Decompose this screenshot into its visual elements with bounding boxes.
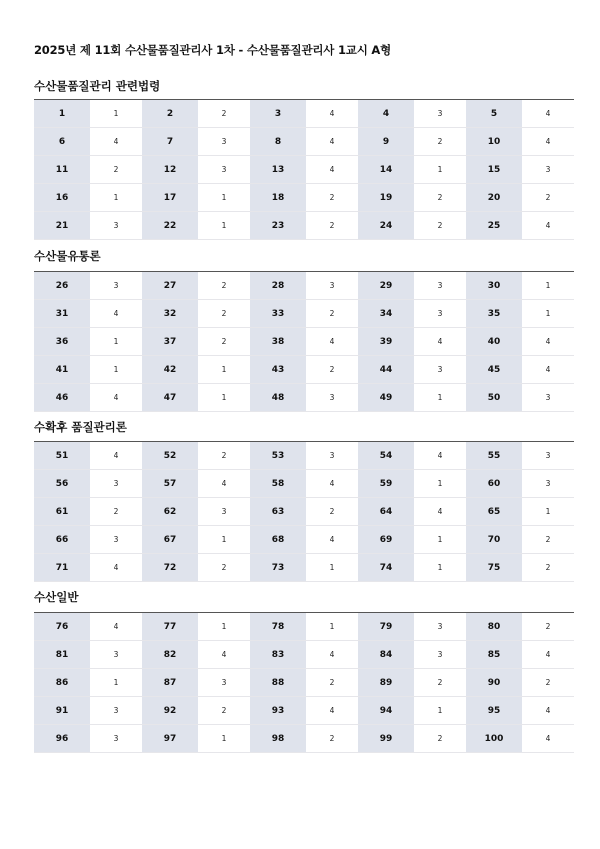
answer-value: 3	[90, 725, 142, 753]
question-number: 84	[358, 641, 414, 669]
question-number: 57	[142, 470, 198, 498]
answer-value: 2	[306, 498, 358, 526]
answer-table	[34, 441, 574, 582]
question-number: 4	[358, 100, 414, 128]
answer-value: 3	[90, 272, 142, 300]
answer-value: 1	[414, 554, 466, 582]
answer-value: 3	[522, 442, 574, 470]
answer-value: 1	[198, 356, 250, 384]
section-title: 수산물품질관리 관련법령	[34, 79, 161, 93]
question-number: 62	[142, 498, 198, 526]
table-row	[34, 641, 574, 669]
question-number: 91	[34, 697, 90, 725]
answer-value: 3	[522, 384, 574, 412]
table-row	[34, 384, 574, 412]
answer-value: 3	[198, 498, 250, 526]
question-number: 42	[142, 356, 198, 384]
answer-value: 1	[198, 725, 250, 753]
question-number: 41	[34, 356, 90, 384]
question-number: 89	[358, 669, 414, 697]
question-number: 43	[250, 356, 306, 384]
answer-table	[34, 271, 574, 412]
question-number: 52	[142, 442, 198, 470]
answer-value: 4	[90, 384, 142, 412]
question-number: 73	[250, 554, 306, 582]
question-number: 9	[358, 128, 414, 156]
question-number: 69	[358, 526, 414, 554]
table-row	[34, 328, 574, 356]
question-number: 3	[250, 100, 306, 128]
answer-value: 2	[198, 272, 250, 300]
answer-value: 1	[522, 498, 574, 526]
table-row	[34, 300, 574, 328]
answer-value: 1	[198, 384, 250, 412]
answer-value: 4	[522, 641, 574, 669]
question-number: 93	[250, 697, 306, 725]
answer-value: 2	[522, 613, 574, 641]
question-number: 71	[34, 554, 90, 582]
question-number: 46	[34, 384, 90, 412]
page-title: 2025년 제 11회 수산물품질관리사 1차 - 수산물품질관리사 1교시 A형	[34, 43, 392, 57]
question-number: 38	[250, 328, 306, 356]
answer-value: 2	[306, 356, 358, 384]
answer-value: 1	[90, 356, 142, 384]
answer-value: 3	[306, 272, 358, 300]
question-number: 68	[250, 526, 306, 554]
question-number: 16	[34, 184, 90, 212]
question-number: 87	[142, 669, 198, 697]
question-number: 95	[466, 697, 522, 725]
answer-value: 2	[414, 725, 466, 753]
table-row	[34, 128, 574, 156]
answer-value: 2	[522, 184, 574, 212]
question-number: 97	[142, 725, 198, 753]
question-number: 28	[250, 272, 306, 300]
answer-value: 4	[306, 526, 358, 554]
table-row	[34, 498, 574, 526]
answer-value: 1	[414, 470, 466, 498]
question-number: 20	[466, 184, 522, 212]
table-row	[34, 356, 574, 384]
question-number: 33	[250, 300, 306, 328]
question-number: 49	[358, 384, 414, 412]
answer-value: 4	[522, 100, 574, 128]
question-number: 39	[358, 328, 414, 356]
table-row	[34, 526, 574, 554]
answer-value: 2	[306, 184, 358, 212]
question-number: 82	[142, 641, 198, 669]
answer-table	[34, 99, 574, 240]
answer-value: 2	[90, 156, 142, 184]
answer-value: 3	[522, 156, 574, 184]
answer-value: 3	[198, 669, 250, 697]
answer-value: 1	[90, 669, 142, 697]
answer-value: 2	[522, 669, 574, 697]
question-number: 96	[34, 725, 90, 753]
question-number: 85	[466, 641, 522, 669]
answer-value: 4	[522, 212, 574, 240]
answer-value: 4	[306, 100, 358, 128]
answer-value: 4	[90, 554, 142, 582]
question-number: 45	[466, 356, 522, 384]
question-number: 29	[358, 272, 414, 300]
question-number: 74	[358, 554, 414, 582]
answer-value: 4	[414, 498, 466, 526]
question-number: 98	[250, 725, 306, 753]
question-number: 76	[34, 613, 90, 641]
answer-value: 4	[522, 697, 574, 725]
question-number: 25	[466, 212, 522, 240]
answer-value: 2	[522, 526, 574, 554]
question-number: 47	[142, 384, 198, 412]
question-number: 37	[142, 328, 198, 356]
question-number: 15	[466, 156, 522, 184]
answer-value: 4	[306, 128, 358, 156]
question-number: 67	[142, 526, 198, 554]
question-number: 12	[142, 156, 198, 184]
answer-value: 2	[198, 442, 250, 470]
answer-value: 4	[306, 328, 358, 356]
answer-value: 3	[414, 641, 466, 669]
question-number: 78	[250, 613, 306, 641]
question-number: 17	[142, 184, 198, 212]
section-title: 수확후 품질관리론	[34, 420, 127, 434]
section-title: 수산물유통론	[34, 249, 101, 263]
question-number: 11	[34, 156, 90, 184]
answer-value: 3	[198, 128, 250, 156]
question-number: 53	[250, 442, 306, 470]
question-number: 60	[466, 470, 522, 498]
question-number: 92	[142, 697, 198, 725]
question-number: 58	[250, 470, 306, 498]
table-row	[34, 184, 574, 212]
table-row	[34, 554, 574, 582]
answer-value: 4	[90, 442, 142, 470]
answer-value: 3	[522, 470, 574, 498]
question-number: 64	[358, 498, 414, 526]
question-number: 31	[34, 300, 90, 328]
answer-value: 4	[90, 613, 142, 641]
question-number: 72	[142, 554, 198, 582]
question-number: 48	[250, 384, 306, 412]
question-number: 86	[34, 669, 90, 697]
question-number: 10	[466, 128, 522, 156]
answer-value: 2	[306, 725, 358, 753]
answer-value: 2	[414, 128, 466, 156]
question-number: 5	[466, 100, 522, 128]
answer-value: 4	[414, 328, 466, 356]
answer-value: 2	[90, 498, 142, 526]
answer-value: 1	[90, 184, 142, 212]
answer-value: 4	[90, 300, 142, 328]
question-number: 13	[250, 156, 306, 184]
table-row	[34, 156, 574, 184]
answer-value: 4	[414, 442, 466, 470]
question-number: 59	[358, 470, 414, 498]
answer-value: 4	[306, 697, 358, 725]
question-number: 56	[34, 470, 90, 498]
answer-value: 2	[306, 669, 358, 697]
question-number: 77	[142, 613, 198, 641]
question-number: 14	[358, 156, 414, 184]
answer-value: 2	[198, 100, 250, 128]
answer-value: 4	[522, 128, 574, 156]
table-row	[34, 272, 574, 300]
answer-value: 3	[306, 442, 358, 470]
answer-value: 2	[198, 697, 250, 725]
question-number: 79	[358, 613, 414, 641]
answer-value: 1	[198, 613, 250, 641]
table-row	[34, 470, 574, 498]
question-number: 18	[250, 184, 306, 212]
answer-value: 1	[198, 526, 250, 554]
answer-value: 4	[90, 128, 142, 156]
answer-value: 3	[90, 526, 142, 554]
answer-value: 2	[522, 554, 574, 582]
table-row	[34, 697, 574, 725]
answer-table	[34, 612, 574, 753]
question-number: 70	[466, 526, 522, 554]
section-title: 수산일반	[34, 590, 79, 604]
answer-value: 2	[306, 212, 358, 240]
question-number: 23	[250, 212, 306, 240]
question-number: 55	[466, 442, 522, 470]
answer-value: 3	[414, 300, 466, 328]
answer-value: 1	[198, 184, 250, 212]
question-number: 1	[34, 100, 90, 128]
answer-value: 2	[198, 300, 250, 328]
answer-value: 1	[90, 100, 142, 128]
answer-value: 1	[414, 384, 466, 412]
answer-value: 4	[522, 328, 574, 356]
answer-value: 3	[90, 697, 142, 725]
answer-value: 1	[414, 526, 466, 554]
question-number: 8	[250, 128, 306, 156]
question-number: 36	[34, 328, 90, 356]
question-number: 32	[142, 300, 198, 328]
question-number: 50	[466, 384, 522, 412]
question-number: 99	[358, 725, 414, 753]
table-row	[34, 212, 574, 240]
answer-value: 1	[198, 212, 250, 240]
answer-value: 3	[306, 384, 358, 412]
question-number: 30	[466, 272, 522, 300]
question-number: 81	[34, 641, 90, 669]
answer-value: 4	[198, 641, 250, 669]
question-number: 40	[466, 328, 522, 356]
question-number: 61	[34, 498, 90, 526]
question-number: 19	[358, 184, 414, 212]
question-number: 63	[250, 498, 306, 526]
question-number: 51	[34, 442, 90, 470]
question-number: 24	[358, 212, 414, 240]
question-number: 94	[358, 697, 414, 725]
answer-value: 4	[198, 470, 250, 498]
answer-value: 4	[522, 356, 574, 384]
question-number: 7	[142, 128, 198, 156]
answer-value: 2	[198, 328, 250, 356]
question-number: 65	[466, 498, 522, 526]
answer-value: 1	[90, 328, 142, 356]
answer-value: 1	[522, 272, 574, 300]
question-number: 90	[466, 669, 522, 697]
question-number: 6	[34, 128, 90, 156]
answer-value: 2	[414, 669, 466, 697]
question-number: 66	[34, 526, 90, 554]
question-number: 35	[466, 300, 522, 328]
answer-value: 3	[90, 212, 142, 240]
question-number: 26	[34, 272, 90, 300]
answer-value: 3	[414, 100, 466, 128]
answer-value: 2	[198, 554, 250, 582]
table-row	[34, 669, 574, 697]
answer-value: 4	[306, 641, 358, 669]
question-number: 88	[250, 669, 306, 697]
answer-value: 2	[414, 212, 466, 240]
answer-value: 2	[306, 300, 358, 328]
table-row	[34, 613, 574, 641]
question-number: 21	[34, 212, 90, 240]
table-row	[34, 442, 574, 470]
question-number: 27	[142, 272, 198, 300]
answer-value: 3	[90, 641, 142, 669]
question-number: 54	[358, 442, 414, 470]
answer-value: 2	[414, 184, 466, 212]
answer-value: 1	[414, 697, 466, 725]
answer-value: 1	[414, 156, 466, 184]
answer-value: 3	[414, 613, 466, 641]
table-row	[34, 100, 574, 128]
question-number: 83	[250, 641, 306, 669]
answer-value: 3	[90, 470, 142, 498]
answer-value: 1	[306, 613, 358, 641]
question-number: 22	[142, 212, 198, 240]
question-number: 44	[358, 356, 414, 384]
question-number: 34	[358, 300, 414, 328]
question-number: 100	[466, 725, 522, 753]
answer-value: 4	[306, 470, 358, 498]
question-number: 75	[466, 554, 522, 582]
answer-value: 3	[414, 356, 466, 384]
answer-value: 4	[522, 725, 574, 753]
answer-value: 1	[306, 554, 358, 582]
answer-value: 1	[522, 300, 574, 328]
question-number: 2	[142, 100, 198, 128]
question-number: 80	[466, 613, 522, 641]
answer-value: 3	[414, 272, 466, 300]
answer-value: 3	[198, 156, 250, 184]
table-row	[34, 725, 574, 753]
answer-value: 4	[306, 156, 358, 184]
